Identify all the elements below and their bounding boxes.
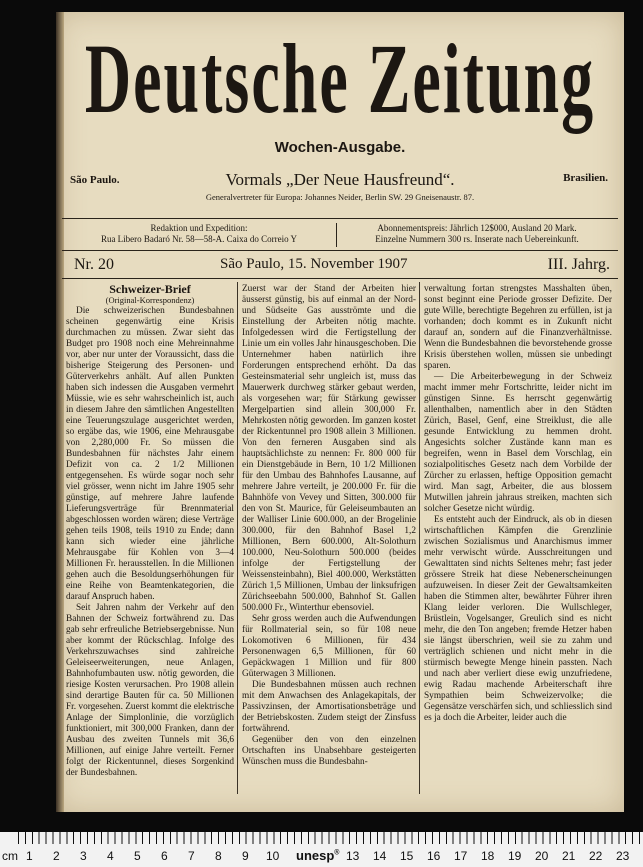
paragraph: Gegenüber den von den einzelnen Ortschaften ins Unabsehbare gesteigerten Wünschen muss die Bundesbahn-	[242, 735, 416, 767]
city-left: São Paulo.	[70, 174, 120, 186]
paragraph: — Die Arbeiterbewegung in der Schweiz macht immer mehr Fortschritte, leider nicht im günstigen Sinne. Es herrscht gegenwärtig allenthalben, namentlich aber in den Städten Zürich, Basel, Genf, eine Streiklust, die alle gesunde Entwicklung zu hemmen droht. Angesichts solcher Zustände kann man es begreifen, wenn in Basel dem Vorschlag, ein sozialpolitisches Gesetz nach dem Vorbilde der Zürcher zu erlassen, heftige Opposition gemacht wird. Man sagt, Arbeiter, die aus blossem Mutwillen jahrein jahraus streiken, machten sich solcher Gesetze nicht würdig.	[424, 372, 612, 514]
issue-number: Nr. 20	[74, 256, 114, 273]
paragraph: Die Bundesbahnen müssen auch rechnen mit dem Anwachsen des Anlagekapitals, der Passivzinsen, der Amortisationsbeträge und der Betriebskosten. Zudem steigt der Zinsfuss fortwährend.	[242, 680, 416, 734]
column-3	[424, 284, 612, 794]
ruler-number: 8	[215, 849, 222, 863]
editorial-box	[68, 223, 330, 245]
city-right: Brasilien.	[563, 172, 608, 184]
dateline	[70, 256, 612, 278]
ruler-number: 20	[535, 849, 549, 863]
formerly-line: Vormals „Der Neue Hausfreund“.	[225, 170, 455, 189]
ruler-number: 19	[508, 849, 522, 863]
editorial-line-2: Rua Libero Badaró Nr. 58—58-A. Caixa do Correio Y	[100, 234, 298, 244]
article-title: Schweizer-Brief	[109, 284, 191, 296]
divider-middle	[62, 250, 618, 251]
column-rule	[419, 282, 420, 794]
logo-text: unesp	[296, 848, 335, 863]
ruler-number: 16	[427, 849, 441, 863]
ruler-number: 2	[53, 849, 60, 863]
ruler-ticks	[18, 832, 643, 844]
logo-mark: ®	[334, 849, 340, 857]
divider-top	[62, 218, 618, 219]
divider-bottom	[62, 278, 618, 279]
ruler-number: 21	[562, 849, 576, 863]
volume-year: III. Jahrg.	[547, 256, 610, 273]
ruler-number: 4	[107, 849, 114, 863]
page-edge-left	[56, 12, 64, 812]
scale-ruler	[0, 832, 643, 867]
ruler-number: 3	[80, 849, 87, 863]
column-2	[242, 284, 416, 794]
paragraph: Zuerst war der Stand der Arbeiten hier äusserst günstig, bis auf einmal an der Nord- und Südseite Gas ausströmte und die Einstellung der Arbeiten nötig machte. Infolgedessen wird die Fertigstellung der Linie um ein volles Jahr hinausgeschoben. Die Unternehmer haben natürlich ihre Forderungen entsprechend erhöht. Da das Gesteinsmaterial sehr ungleich ist, muss das Mauerwerk durchweg stärker gebaut werden, als vorgesehen war; für Stärkung gewisser Mergelpartien sind allein 300,000 Fr. Mehrkosten nötig geworden. Im ganzen kostet der Rickentunnel pro 1908 allein 3 Millionen. Von den ferneren Ausgaben sind als hauptsächlichste zu nennen: Fr. 800 000 für ein Dienstgebäude in Bern, 10 1/2 Millionen für den Umbau des Bahnhofes Lausanne, auf mehrere Jahre verteilt, je 200.000 Fr. für die Bahnhöfe von Vevey und Sitten, 300.000 für den von St. Maurice, für Geleiseumbauten an der Walliser Linie 600.000, an der Brogelinie 300.000, für den Bahnhof Basel 1,2 Millionen, Bern 600.000, Alt-Solothurn 100.000, Neu-Solothurn 500.000 (beides infolge der Fertigstellung der Weissensteinbahn), Biel 400.000, Werkstätten Zürich 1,5 Millionen, Umbau der linksufrigen Zürichseebahn 500.000, Bahnhof St. Gallen 500.000 Fr., Winterthur ebensoviel.	[242, 284, 416, 613]
ruler-number: 22	[589, 849, 603, 863]
ruler-number: 10	[266, 849, 280, 863]
ruler-number: 23	[616, 849, 630, 863]
ruler-number: 7	[188, 849, 195, 863]
column-rule	[237, 282, 238, 794]
unesp-logo	[296, 848, 339, 863]
ruler-number: 15	[400, 849, 414, 863]
paragraph: Sehr gross werden auch die Aufwendungen für Rollmaterial sein, so für 108 neue Lokomotiven 6 Millionen, für 434 Personenwagen 6,5 Millionen, für 60 Gepäckwagen 1 Million und für 800 Güterwagen 3 Millionen.	[242, 614, 416, 679]
editorial-line-1: Redaktion und Expedition:	[150, 223, 248, 233]
article-subtitle: (Original-Korrespondenz)	[105, 295, 195, 305]
paragraph: verwaltung fortan strengstes Masshalten üben, sonst beginnt eine Periode grosser Defizite. Der gute Wille, berechtigte Begehren zu erfüllen, ist ja vorhanden; doch kommt es in Zukunft nicht darauf an, sondern auf die Finanzverhältnisse. Wenn die Bundesbahnen die bevorstehende grosse Krisis überstehen wollen, müssen sie unbedingt sparen.	[424, 284, 612, 371]
ruler-number: 9	[242, 849, 249, 863]
paragraph: Seit Jahren nahm der Verkehr auf den Bahnen der Schweiz fortwährend zu. Das gab sehr erfreuliche Betriebsergebnisse. Nun aber kommt der Rückschlag. Infolge des Verkehrszuwachses sind zahlreiche Geleiseerweiterungen, neue Anlagen, Bahnhofumbauten usw. nötig geworden, die riesige Kosten verursachen. Pro 1908 allein sind derartige Bauten für ca. 50 Millionen Fr. vorgesehen. Zuerst kommt die elektrische Anlage der Simplonlinie, die vorzüglich funktioniert, mit 300,000 Franken, dann der Ausbau des zweiten Tunnels mit 36,6 Millionen, auf einige Jahre verteilt. Ferner folgt der Rickentunnel, dieses Sorgenkind der Bundesbahnen.	[66, 603, 234, 778]
issue-date: São Paulo, 15. November 1907	[220, 256, 408, 272]
subscription-line-1: Abonnementspreis: Jährlich 12$000, Ausland 20 Mark.	[377, 223, 577, 233]
subscription-line-2: Einzelne Nummern 300 rs. Inserate nach Uebereinkunft.	[375, 234, 579, 244]
newspaper-page	[56, 12, 624, 812]
europe-representative: Generalvertreter für Europa: Johannes Neider, Berlin SW. 29 Gneisenaustr. 87.	[205, 192, 475, 202]
paragraph: Die schweizerischen Bundesbahnen scheinen gegenwärtig eine Krisis durchmachen zu müssen. Zwar sieht das Budget pro 1908 noch eine Mehreinnahme vor, aber nur unter der Voraussicht, dass die bisherige Steigerung des Personen- und Güterverkehrs anhält. Auf allen Punkten haben sich indessen die Ausgaben vermehrt Müssie, wie es sehr wahrscheinlich ist, auch in diesem Jahre den sämtlichen Angestellten eine Teuerungszulage ausgerichtet werden, so ergäbe das, wie 1906, eine Mehrausgabe von 2,280,000 Fr. So müssen die Bundesbahnen für nächstes Jahr einem Defizit von ca. 2 1/2 Millionen entgegensehen. Es würde sogar noch sehr viel grösser, wenn nicht im Jahre 1905 sehr günstige, auf mehrere Jahre laufende Lieferungsverträge für Brennmaterial abgeschlossen worden wären; diese Verträge gehen teils 1908, teils 1910 zu Ende; dann kann sich wieder eine jährliche Mehrausgabe für Kohlen von 3—4 Millionen Fr. herausstellen. In die Millionen gehen auch die Besoldungserhöhungen für eine Reihe von Beamtenkategorien, die darauf Anspruch haben.	[66, 306, 234, 602]
ruler-number: 17	[454, 849, 468, 863]
ruler-number: 18	[481, 849, 495, 863]
ruler-number: 13	[346, 849, 360, 863]
column-1	[66, 284, 234, 794]
ruler-unit: cm	[2, 849, 18, 863]
ruler-number: 5	[134, 849, 141, 863]
ruler-number: 14	[373, 849, 387, 863]
masthead-title: Deutsche Zeitung	[84, 23, 596, 134]
ruler-number: 1	[26, 849, 33, 863]
subscription-box	[336, 223, 615, 247]
paragraph: Es entsteht auch der Eindruck, als ob in diesen wirtschaftlichen Kämpfen die Grenzlinie zwischen Sozialismus und Anarchismus immer mehr verwischt würde. Ausschreitungen und Gewalttaten sind nichts Seltenes mehr; fast jeder grössere Streik hat diese Nebenerscheinungen aufzuweisen. In dieser Zeit der Gewaltsamkeiten haben die Stimmen alter, bewährter Führer ihren Klang leider verloren. Die Wullschleger, Brüstlein, Vogelsanger, Greulich sind es nicht mehr, die den Ton angeben; fremde Hetzer haben sie längst überschrien, weil sie zu zahm und verträglich schienen und nicht mehr in die stürmisch bewegte Menge hinein passten. Nach und nach aber verliert diese ewig unzufriedene, ewig Radau machende Arbeiterschaft ihre Sympathien beim Schweizervolke; die Gegensätze verschärfen sich, und schliesslich sind es ja doch die Arbeiter, leider auch die	[424, 515, 612, 723]
ruler-number: 6	[161, 849, 168, 863]
edition-subtitle: Wochen-Ausgabe.	[274, 139, 406, 156]
